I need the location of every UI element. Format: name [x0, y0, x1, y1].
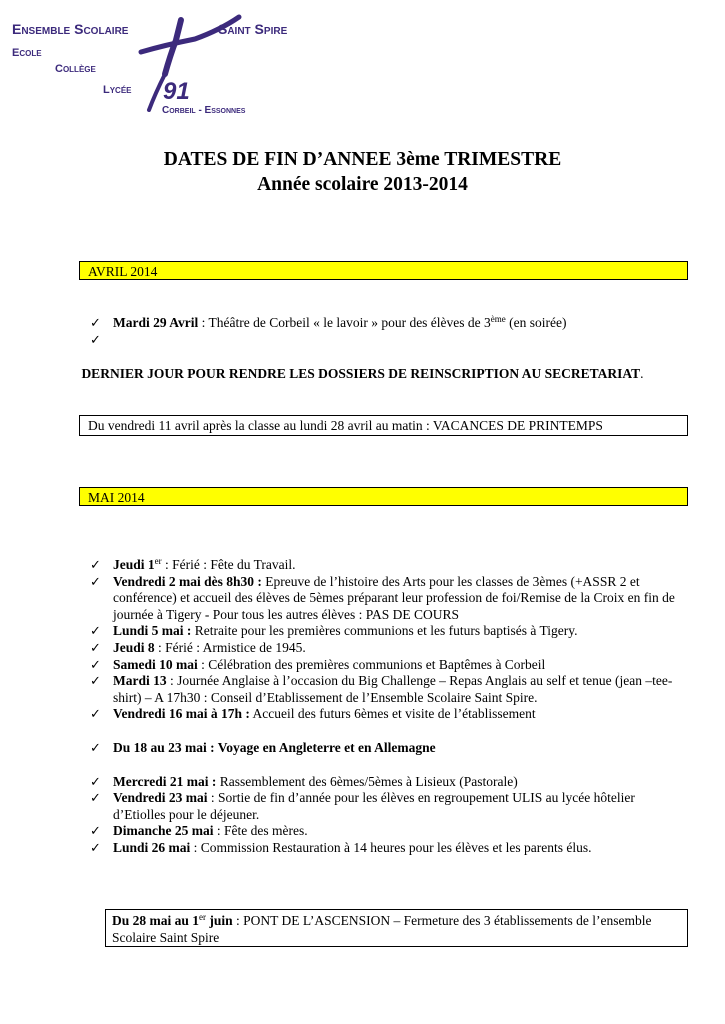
pont-sup: er	[199, 912, 207, 922]
list-item: ✓ Du 18 au 23 mai : Voyage en Angleterre et en Allemagne	[90, 739, 436, 755]
vacances-box: Du vendredi 11 avril après la classe au lundi 28 avril au matin : VACANCES DE PRINTEMPS	[79, 415, 688, 436]
logo-lycee: Lycée	[103, 84, 132, 96]
list-gap	[90, 723, 690, 740]
check-icon: ✓	[90, 315, 101, 330]
logo-line1-left: Ensemble Scolaire	[12, 21, 129, 37]
mai-list	[90, 557, 690, 857]
check-icon: ✓	[90, 557, 101, 572]
logo-city: Corbeil - Essonnes	[162, 105, 246, 116]
list-item	[90, 315, 690, 332]
list-item: ✓ Vendredi 23 mai : Sortie de fin d’année pour les élèves en regroupement ULIS au lycée hôtelier d’Etiolles pour le déjeuner.	[90, 790, 635, 822]
check-icon: ✓	[90, 623, 101, 639]
pont-date: Du 28 mai au 1	[112, 913, 200, 928]
logo-line1-right: Saint Spire	[218, 21, 288, 37]
logo-college: Collège	[55, 63, 96, 75]
list-item: ✓ Dimanche 25 mai : Fête des mères.	[90, 823, 308, 839]
reinscription-notice	[0, 366, 725, 382]
mai-header: MAI 2014	[79, 487, 688, 506]
check-icon: ✓	[90, 706, 101, 722]
list-item: ✓ Mardi 13 : Journée Anglaise à l’occasion du Big Challenge – Repas Anglais au self et tenue (jean –tee-shirt) – A 17h30 : Conseil d’Etablissement de l’Ensemble Scolaire Saint Spire.	[90, 673, 673, 705]
pont-date-end: juin	[206, 913, 233, 928]
notice-end: .	[640, 366, 644, 381]
avril-header: AVRIL 2014	[79, 261, 688, 280]
list-item: ✓ Samedi 10 mai : Célébration des premières communions et Baptêmes à Corbeil	[90, 656, 546, 672]
avril-list	[90, 315, 690, 348]
item-sup: ème	[490, 314, 506, 324]
item-date: Mardi 29 Avril	[113, 315, 199, 330]
page-subtitle: Année scolaire 2013-2014	[257, 174, 468, 195]
pont-text: : PONT DE L’ASCENSION – Fermeture des 3 établissements de l’ensemble Scolaire Saint Spire	[112, 913, 652, 945]
check-icon: ✓	[90, 573, 101, 589]
check-icon: ✓	[90, 673, 101, 689]
list-item: ✓ Jeudi 8 : Férié : Armistice de 1945.	[90, 639, 306, 655]
list-item: ✓ Jeudi 1er : Férié : Fête du Travail.	[90, 556, 296, 572]
logo-number: 91	[163, 78, 190, 105]
page-title: DATES DE FIN D’ANNEE 3ème TRIMESTRE	[163, 149, 562, 170]
list-item-empty	[90, 332, 690, 349]
list-item: ✓ Lundi 5 mai : Retraite pour les premières communions et les futurs baptisés à Tigery.	[90, 623, 578, 639]
logo-ecole: Ecole	[12, 47, 42, 59]
list-gap	[90, 757, 690, 774]
cross-logo-icon	[135, 12, 245, 112]
check-icon: ✓	[90, 639, 101, 655]
check-icon: ✓	[90, 739, 101, 755]
item-text: : Théâtre de Corbeil « le lavoir » pour des élèves de 3	[198, 315, 491, 330]
notice-text: DERNIER JOUR POUR RENDRE LES DOSSIERS DE REINSCRIPTION AU SECRETARIAT	[81, 366, 641, 381]
check-icon: ✓	[90, 839, 101, 855]
check-icon: ✓	[90, 656, 101, 672]
list-item: ✓ Lundi 26 mai : Commission Restauration à 14 heures pour les élèves et les parents élus.	[90, 839, 592, 855]
check-icon: ✓	[90, 773, 101, 789]
list-item: ✓ Vendredi 16 mai à 17h : Accueil des futurs 6èmes et visite de l’établissement	[90, 706, 536, 722]
item-tail: (en soirée)	[505, 315, 567, 330]
check-icon: ✓	[90, 790, 101, 806]
check-icon: ✓	[90, 331, 101, 347]
check-icon: ✓	[90, 823, 101, 839]
list-item: ✓ Mercredi 21 mai : Rassemblement des 6èmes/5èmes à Lisieux (Pastorale)	[90, 773, 518, 789]
pont-box	[105, 909, 688, 947]
list-item: ✓ Vendredi 2 mai dès 8h30 : Epreuve de l’histoire des Arts pour les classes de 3èmes (+ASSR 2 et conférence) et accueil des élèves de 5èmes préparant leur profession de foi/Remise de la Croix en fin de journée à Tigery - Pour tous les autres élèves : PAS DE COURS	[90, 573, 675, 622]
